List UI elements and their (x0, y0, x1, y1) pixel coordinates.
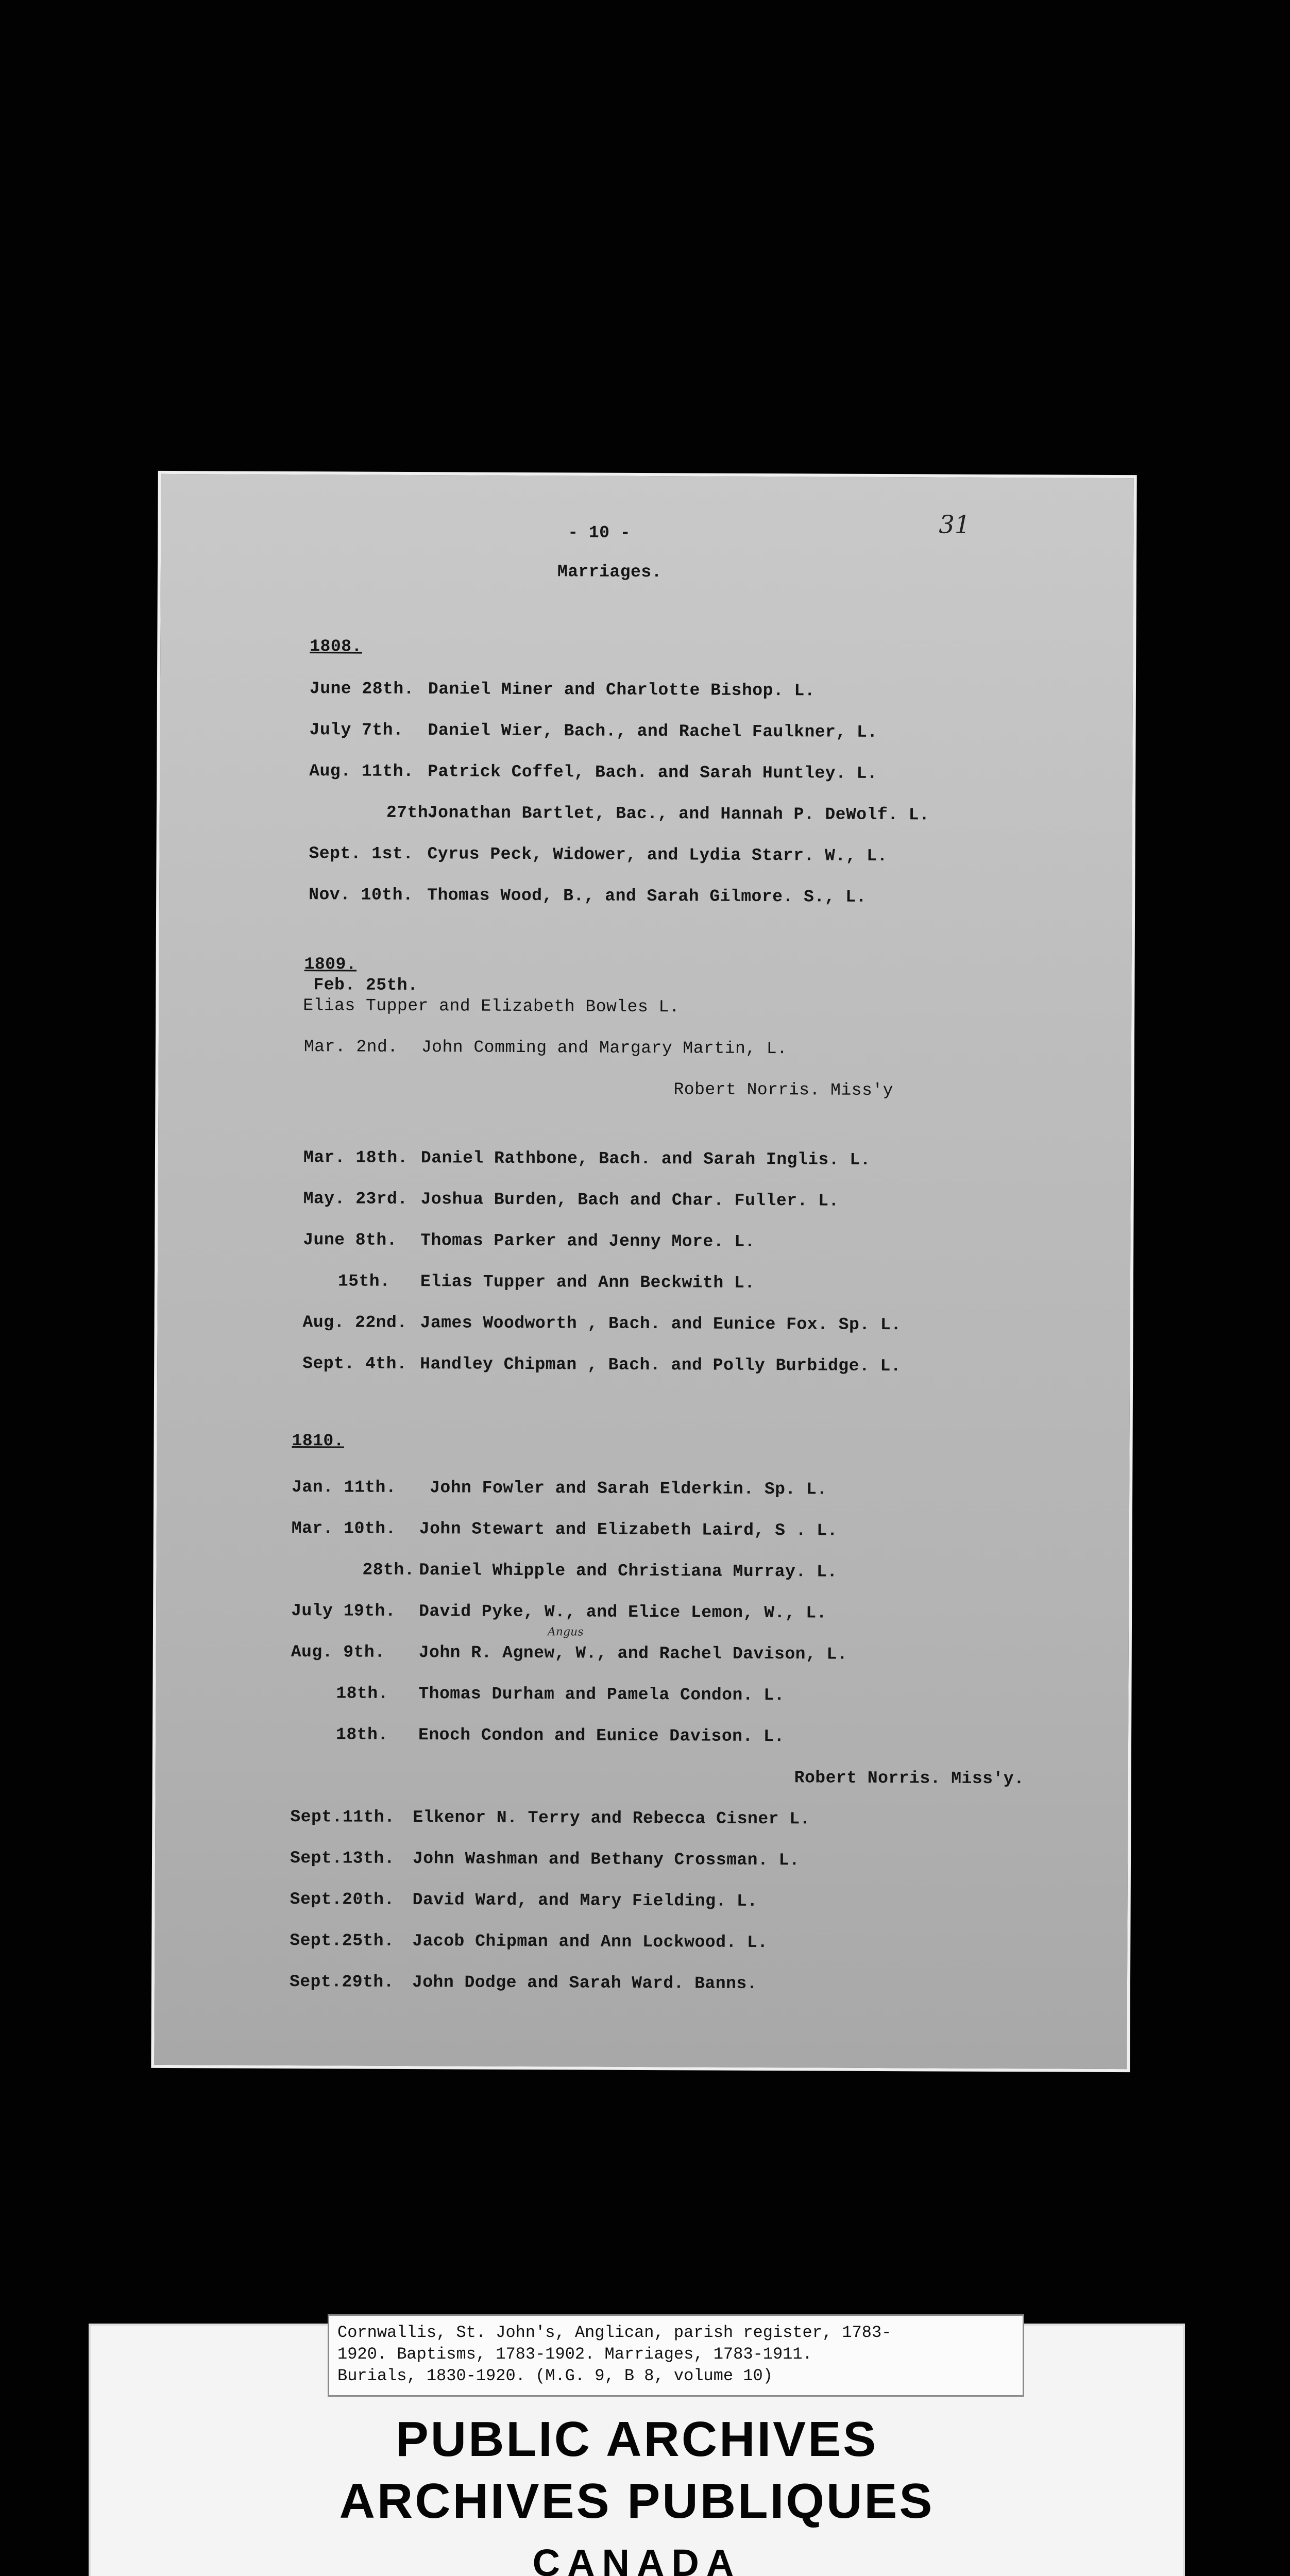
minister-signature: Robert Norris. Miss'y (673, 1080, 893, 1100)
entry-text: David Ward, and Mary Fielding. L. (412, 1890, 758, 1911)
year-heading-1808: 1808. (310, 637, 362, 656)
archives-target-card (89, 2324, 1185, 2576)
entry-text: Thomas Wood, B., and Sarah Gilmore. S., L. (427, 886, 867, 907)
canada-heading: CANADA (532, 2541, 741, 2576)
entry-text: Daniel Rathbone, Bach. and Sarah Inglis. L. (420, 1148, 871, 1170)
year-heading-1810: 1810. (292, 1431, 345, 1451)
entry-date: June 8th. (303, 1230, 398, 1250)
entry-date: June 28th. (309, 679, 415, 699)
entry-text: Jacob Chipman and Ann Lockwood. L. (412, 1931, 768, 1953)
entry-text: John Dodge and Sarah Ward. Banns. (412, 1973, 758, 1993)
public-archives-heading: PUBLIC ARCHIVES (395, 2412, 878, 2467)
entry-text: Enoch Condon and Eunice Davison. L. (418, 1725, 785, 1747)
entry-text: John Washman and Bethany Crossman. L. (412, 1849, 800, 1870)
entry-date: Mar. 2nd. (303, 1037, 398, 1057)
entry-text: James Woodworth , Bach. and Eunice Fox. Sp. L. (420, 1313, 902, 1335)
entry-text: Joshua Burden, Bach and Char. Fuller. L. (420, 1190, 839, 1211)
entry-text: Daniel Whipple and Christiana Murray. L. (419, 1561, 838, 1582)
entry-date: Sept. 4th. (302, 1354, 408, 1374)
entry-date: July 19th. (291, 1601, 396, 1621)
entry-date: Sept. 1st. (309, 844, 414, 864)
entry-date: Aug. 9th. (291, 1642, 385, 1662)
page-number: - 10 - (568, 523, 631, 543)
entry-text: Handley Chipman , Bach. and Polly Burbidge. L. (420, 1354, 902, 1376)
entry-text: David Pyke, W., and Elice Lemon, W., L. (419, 1602, 827, 1623)
entry-date: Nov. 10th. (309, 885, 414, 905)
minister-signature: Robert Norris. Miss'y. (794, 1768, 1025, 1789)
entry-date: Sept.20th. (290, 1890, 395, 1909)
entry-text: Elias Tupper and Elizabeth Bowles L. (303, 996, 680, 1017)
entry-date: July 7th. (309, 720, 404, 740)
entry-text: Elias Tupper and Ann Beckwith L. (420, 1272, 755, 1293)
entry-date: Sept.11th. (290, 1807, 395, 1827)
label-line: Cornwallis, St. John's, Anglican, parish register, 1783- (337, 2323, 892, 2342)
register-page (151, 471, 1137, 2072)
entry-date: 15th. (337, 1272, 391, 1291)
label-line: 1920. Baptisms, 1783-1902. Marriages, 1783-1911. (337, 2345, 812, 2364)
entry-date: Sept.25th. (290, 1931, 395, 1951)
entry-date: 18th. (336, 1684, 389, 1703)
entry-text: John Comming and Margary Martin, L. (421, 1038, 788, 1059)
entry-date: Sept.13th. (290, 1849, 395, 1868)
entry-date: Aug. 22nd. (302, 1313, 408, 1332)
page-title: Marriages. (557, 562, 663, 582)
entry-text: Daniel Miner and Charlotte Bishop. L. (428, 680, 816, 701)
entry-text: John Fowler and Sarah Elderkin. Sp. L. (430, 1478, 827, 1499)
entry-text: John Stewart and Elizabeth Laird, S . L. (419, 1519, 838, 1540)
entry-date: Mar. 10th. (291, 1519, 396, 1538)
handwritten-page-number: 31 (939, 510, 971, 539)
entry-date: Mar. 18th. (303, 1148, 409, 1167)
microfilm-label (328, 2314, 1024, 2397)
label-line: Burials, 1830-1920. (M.G. 9, B 8, volume 10) (337, 2366, 773, 2385)
archives-publiques-heading: ARCHIVES PUBLIQUES (339, 2473, 935, 2529)
entry-text: Thomas Parker and Jenny More. L. (420, 1231, 756, 1251)
entry-date: Feb. 25th. (313, 975, 418, 995)
entry-text: Elkenor N. Terry and Rebecca Cisner L. (413, 1808, 810, 1829)
entry-date: Aug. 11th. (309, 761, 414, 782)
year-heading-1809: 1809. (304, 955, 357, 974)
entry-text: Daniel Wier, Bach., and Rachel Faulkner, L. (428, 721, 878, 742)
entry-date: 28th. (362, 1560, 415, 1580)
inserted-word: Angus (547, 1625, 584, 1639)
entry-date: 18th. (335, 1725, 388, 1744)
entry-text: Cyrus Peck, Widower, and Lydia Starr. W., L. (427, 844, 888, 866)
entry-text: Thomas Durham and Pamela Condon. L. (418, 1684, 785, 1705)
entry-date: Jan. 11th. (292, 1478, 397, 1497)
entry-date: Sept.29th. (289, 1972, 395, 1992)
entry-text: Jonathan Bartlet, Bac., and Hannah P. DeWolf. L. (427, 803, 930, 825)
entry-text: Patrick Coffel, Bach. and Sarah Huntley. L. (428, 762, 878, 783)
entry-date: 27th. (386, 803, 439, 823)
entry-date: May. 23rd. (303, 1189, 408, 1209)
entry-text: John R. Agnew, W., and Rachel Davison, L. (418, 1643, 848, 1664)
